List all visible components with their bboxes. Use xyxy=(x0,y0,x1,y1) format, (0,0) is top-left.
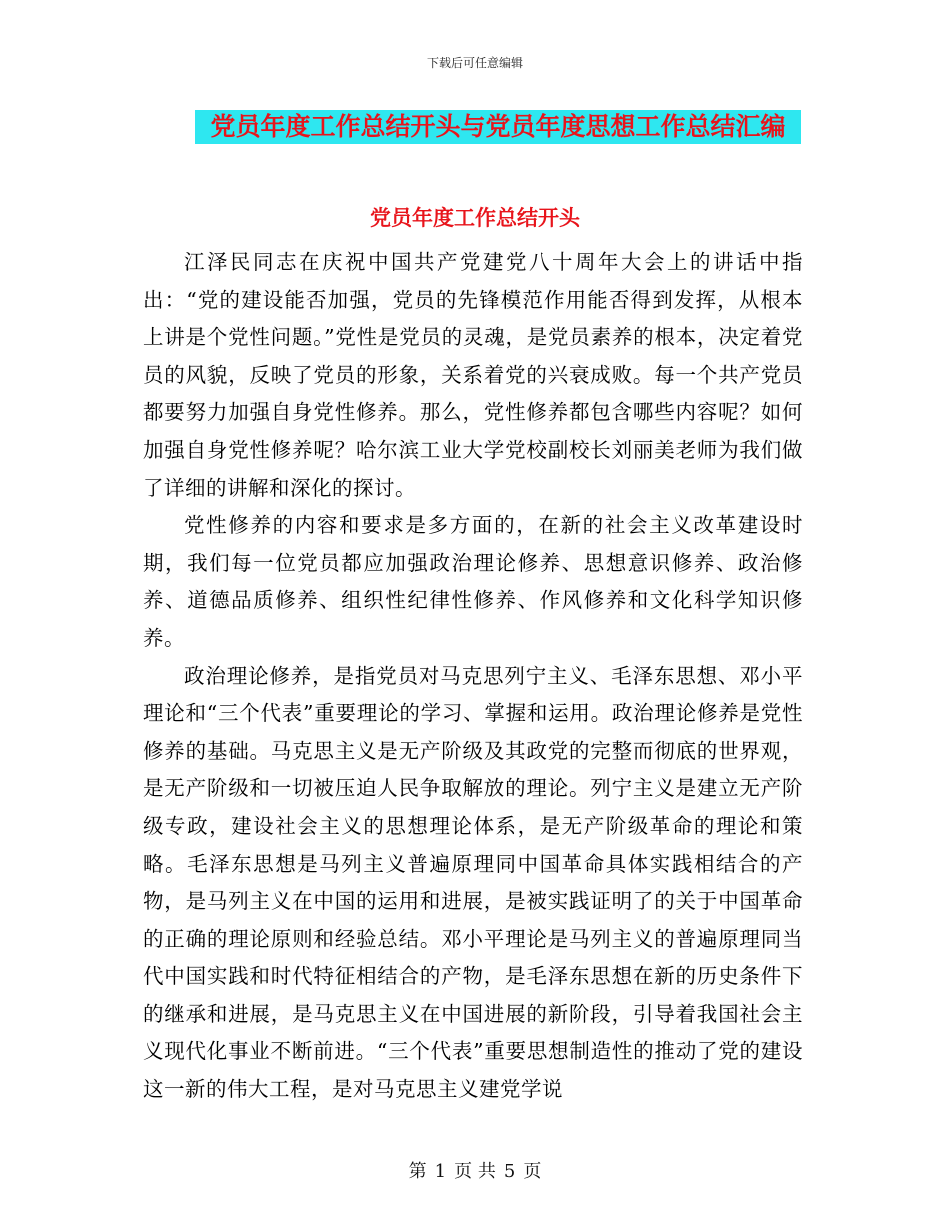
footer-label-page: 第 xyxy=(408,1161,427,1182)
footer-label-of: 页 共 xyxy=(454,1161,496,1182)
page-footer xyxy=(0,1157,950,1183)
footer-current-page: 1 xyxy=(434,1161,447,1182)
paragraph-1: 江泽民同志在庆祝中国共产党建党八十周年大会上的讲话中指出：“党的建设能否加强，党员的先锋模范作用能否得到发挥，从根本上讲是个党性问题。”党性是党员的灵魂，是党员素养的根本，决定着党员的风貌，反映了党员的形象，关系着党的兴衰成败。每一个共产党员都要努力加强自身党性修养。那么，党性修养都包含哪些内容呢？如何加强自身党性修养呢？哈尔滨工业大学党校副校长刘丽美老师为我们做了详细的讲解和深化的探讨。 xyxy=(143,250,803,500)
section-heading: 党员年度工作总结开头 xyxy=(370,206,580,230)
document-title: 党员年度工作总结开头与党员年度思想工作总结汇编 xyxy=(195,110,801,144)
header-note: 下载后可任意编辑 xyxy=(426,56,523,70)
document-body xyxy=(143,244,803,1109)
paragraph-3: 政治理论修养，是指党员对马克思列宁主义、毛泽东思想、邓小平理论和“三个代表”重要理论的学习、掌握和运用。政治理论修养是党性修养的基础。马克思主义是无产阶级及其政党的完整而彻底的世界观，是无产阶级和一切被压迫人民争取解放的理论。列宁主义是建立无产阶级专政，建设社会主义的思想理论体系，是无产阶级革命的理论和策略。毛泽东思想是马列主义普遍原理同中国革命具体实践相结合的产物，是马列主义在中国的运用和进展，是被实践证明了的关于中国革命的正确的理论原则和经验总结。邓小平理论是马列主义的普遍原理同当代中国实践和时代特征相结合的产物，是毛泽东思想在新的历史条件下的继承和进展，是马克思主义在中国进展的新阶段，引导着我国社会主义现代化事业不断前进。“三个代表”重要思想制造性的推动了党的建设这一新的伟大工程，是对马克思主义建党学说 xyxy=(143,663,803,1102)
footer-label-pages: 页 xyxy=(523,1161,542,1182)
paragraph-2: 党性修养的内容和要求是多方面的，在新的社会主义改革建设时期，我们每一位党员都应加强政治理论修养、思想意识修养、政治修养、道德品质修养、组织性纪律性修养、作风修养和文化科学知识修养。 xyxy=(143,513,803,650)
footer-total-pages: 5 xyxy=(503,1161,516,1182)
